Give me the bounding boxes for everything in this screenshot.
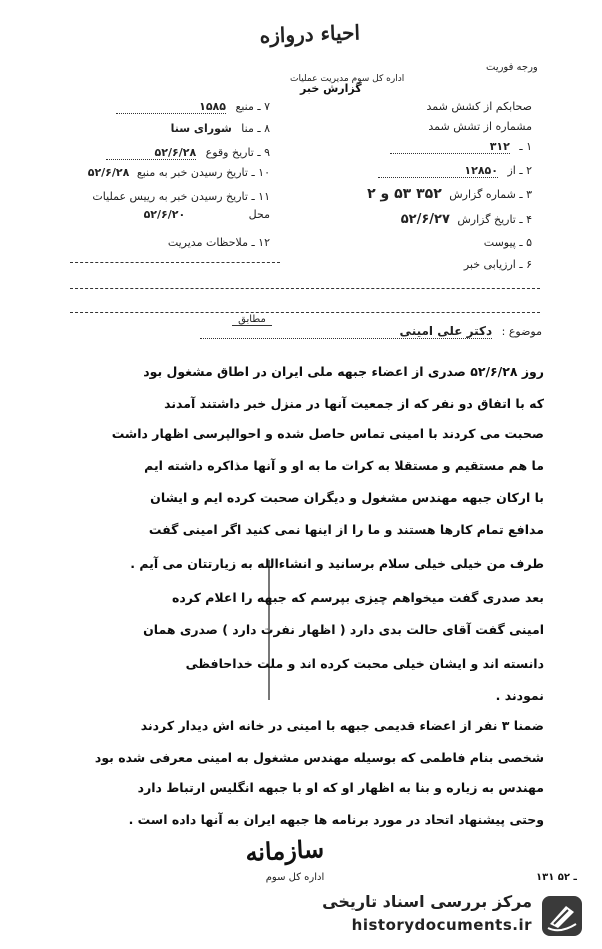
header-right-row <box>322 120 532 133</box>
header-right-value: ۳۵۲ ۵۳ ﻭ ۲ <box>367 186 442 202</box>
body-line: ﺻﺤﺒﺖ ﻣﯽ ﮐﺮﺩﻧﺪ ﺑﺎ ﺍﻣﯿﻨﯽ ﺗﻤﺎﺱ ﺣﺎﺻﻞ ﺷﺪﻩ ﻭ ﺍﺣﻮﺍﻟﭙﺮﺳﯽ ﺍﻇﻬﺎﺭ ﺩﺍﺷﺖ <box>111 426 544 441</box>
body-line: ﮐﻪ ﺑﺎ ﺍﺗﻔﺎﻕ ﺩﻭ ﻧﻔﺮ ﮐﻪ ﺍﺯ ﺟﻤﻌﯿﺖ ﺁﻧﻬﺎ ﺩﺭ ﻣﻨﺰﻝ ﺧﺒﺮ ﺩﺍﺷﺘﻨﺪ ﺁﻣﺪﻧﺪ <box>164 396 544 411</box>
body-line: ﺍﻣﯿﻨﯽ ﮔﻔﺖ ﺁﻗﺎﯼ ﺣﺎﻟﺖ ﺑﺪﯼ ﺩﺍﺭﺩ ( ﺍﻇﻬﺎﺭ ﻧﻔﺮﺕ ﺩﺍﺭﺩ ) ﺻﺪﺭﯼ ﻫﻤﺎﻥ <box>143 622 544 637</box>
header-left-row <box>52 190 270 203</box>
document-code: ۱۳۱ ـ ۵۲ <box>536 872 577 883</box>
header-left-row <box>70 122 270 135</box>
header-right-label: ۳ ـ ﺷﻤﺎﺭﻩ ﮔﺰﺍﺭﺵ <box>449 188 532 201</box>
header-left-label: ۱۲ ـ ﻣﻼﺣﻈﺎﺕ ﻣﺪﯾﺮﯾﺖ <box>167 236 270 249</box>
header-right-label: ﻣﺸﻤﺎﺭﻩ ﺍﺯ ﺗﺸﺶ ﺷﻤﺪ <box>428 120 532 133</box>
header-left-label: ۸ ـ ﻣﻨﺎ <box>241 122 270 135</box>
body-line: ﻃﺮﻑ ﻣﻦ ﺧﯿﻠﯽ ﺧﯿﻠﯽ ﺳﻼﻡ ﺑﺮﺳﺎﻧﯿﺪ ﻭ ﺍﻧﺸﺎﺀﺍﻟﻠﻪ ﺑﻪ ﺯﯾﺎﺭﺗﺘﺎﻥ ﻣﯽ ﺁﯾﻢ . <box>130 556 544 571</box>
subject-value: ﺩﮐﺘﺮ ﻋﻠﯽ ﺍﻣﯿﻨﯽ <box>200 324 493 339</box>
header-left-value: ﺷﻮﺭﺍﯼ ﺳﻨﺎ <box>170 122 232 135</box>
header-right-value: ۱۲۸۵۰ <box>378 164 498 178</box>
watermark-url: historydocuments.ir <box>351 916 532 934</box>
body-line: ﻣﺎ ﻫﻢ ﻣﺴﺘﻘﯿﻢ ﻭ ﻣﺴﺘﻘﻼ ﺑﻪ ﮐﺮﺍﺕ ﻣﺎ ﺑﻪ ﺍﻭ ﻭ ﺁﻧﻬﺎ ﻣﺬﺍﮐﺮﻩ ﺩﺍﺷﺘﻪ ﺍﯾﻢ <box>144 458 544 473</box>
header-right-value: ۳۱۲ <box>390 140 510 154</box>
header-right-label: ۴ ـ ﺗﺎﺭﯾﺦ ﮔﺰﺍﺭﺵ <box>457 213 532 226</box>
subject-line <box>62 324 542 338</box>
header-right-row <box>312 212 532 227</box>
header-right-value: ۵۲/۶/۲۷ <box>400 212 450 227</box>
body-line: ﻣﺪﺍﻓﻊ ﺗﻤﺎﻡ ﮐﺎﺭﻫﺎ ﻫﺴﺘﻨﺪ ﻭ ﻣﺎ ﺭﺍ ﺍﺯ ﺍﯾﻨﻬﺎ ﻧﻤﯽ ﮐﻨﯿﺪ ﺍﮔﺮ ﺍﻣﯿﻨﯽ ﮔﻔﺖ <box>148 522 544 537</box>
header-right-label: ۵ ـ ﭘﯿﻮﺳﺖ <box>483 236 532 249</box>
body-line: ﺿﻤﻨﺎ ۳ ﻧﻔﺮ ﺍﺯ ﺍﻋﻀﺎﺀ ﻗﺪﯾﻤﯽ ﺟﺒﻬﻪ ﺑﺎ ﺍﻣﯿﻨﯽ ﺩﺭ ﺧﺎﻧﻪ ﺍﺵ ﺩﯾﺪﺍﺭ ﮐﺮﺩﻧﺪ <box>140 718 544 733</box>
header-right-label: ۶ ـ ﺍﺭﺯﯾﺎﺑﯽ ﺧﺒﺮ <box>463 258 532 271</box>
subject-label: ﻣﻮﺿﻮﻉ : <box>501 325 542 338</box>
header-left-label: ۹ ـ ﺗﺎﺭﯾﺦ ﻭﻗﻮﻉ <box>205 146 270 159</box>
header-left-row <box>52 208 270 221</box>
signature: ﺳﺎﺯﻣﺎﻧﻪ <box>244 833 325 868</box>
header-right-label: ﺻﺤﺎﺑﮑﻢ ﺍﺯ ﮐﺸﺶ ﺷﻤﺪ <box>426 100 532 113</box>
header-left-label: ۷ ـ ﻣﻨﺒﻊ <box>235 100 270 113</box>
header-divider <box>70 288 540 289</box>
header-left-label: ۱۰ ـ ﺗﺎﺭﯾﺦ ﺭﺳﯿﺪﻥ ﺧﺒﺮ ﺑﻪ ﻣﻨﺒﻊ <box>136 166 270 179</box>
header-left-value: ۵۲/۶/۲۸ <box>106 146 196 160</box>
header-left-row <box>52 166 270 179</box>
header-right-label: ۱ ـ <box>519 140 532 153</box>
body-line: ﺑﻌﺪ ﺻﺪﺭﯼ ﮔﻔﺖ ﻣﯿﺨﻮﺍﻫﻢ ﭼﯿﺰﯼ ﺑﭙﺮﺳﻢ ﮐﻪ ﺟﺒﻬﻪ ﺭﺍ ﺍﻋﻼﻡ ﮐﺮﺩﻩ <box>172 590 544 605</box>
signature-caption: ﺍﺩﺍﺭﻩ ﮐﻞ ﺳﻮﻡ <box>265 872 325 883</box>
box-mark: ﻣﻄﺎﺑﻖ <box>232 314 272 326</box>
header-right-row <box>322 258 532 271</box>
header-right-row <box>322 164 532 178</box>
watermark-text: ﻣﺮﮐﺰ ﺑﺮﺭﺳﯽ ﺍﺳﻨﺎﺩ ﺗﺎﺭﯾﺨﯽ <box>322 892 532 911</box>
header-left-value: ۵۲/۶/۲۸ <box>87 166 130 179</box>
report-title: ﮔﺰﺍﺭﺵ ﺧﺒﺮ <box>300 82 362 95</box>
header-left-label: ﻣﺤﻞ <box>248 208 270 221</box>
header-left-row <box>70 100 270 114</box>
urgency-label: ﻭﺭﺟﻪ ﻓﻮﺭﯾﺖ <box>486 62 538 73</box>
header-right-row <box>322 236 532 249</box>
body-line: ﺩﺍﻧﺴﺘﻪ ﺍﻧﺪ ﻭ ﺍﯾﺸﺎﻥ ﺧﯿﻠﯽ ﻣﺤﺒﺖ ﮐﺮﺩﻩ ﺍﻧﺪ ﻭ ﻣﻠﺖ ﺧﺪﺍﺣﺎﻓﻈﯽ <box>185 656 544 671</box>
body-line: ﺷﺨﺼﯽ ﺑﻨﺎﻡ ﻓﺎﻃﻤﯽ ﮐﻪ ﺑﻮﺳﯿﻠﻪ ﻣﻬﻨﺪﺱ ﻣﺸﻐﻮﻝ ﺑﻪ ﺍﻣﯿﻨﯽ ﻣﻌﺮﻓﯽ ﺷﺪﻩ ﺑﻮﺩ <box>94 750 544 765</box>
header-divider <box>70 312 540 313</box>
archive-logo-icon <box>540 894 584 938</box>
body-line: ﺑﺎ ﺍﺭﮐﺎﻥ ﺟﺒﻬﻪ ﻣﻬﻨﺪﺱ ﻣﺸﻐﻮﻝ ﻭ ﺩﯾﮕﺮﺍﻥ ﺻﺤﺒﺖ ﮐﺮﺩﻩ ﺍﯾﻢ ﻭ ﺍﯾﺸﺎﻥ <box>150 490 544 505</box>
header-left-label: ۱۱ ـ ﺗﺎﺭﯾﺦ ﺭﺳﯿﺪﻥ ﺧﺒﺮ ﺑﻪ ﺭﯾﯿﺲ ﻋﻤﻠﯿﺎﺕ <box>92 190 270 203</box>
header-left-value: ۵۲/۶/۲۰ <box>143 208 186 221</box>
body-line: ﻣﻬﻨﺪﺱ ﺑﻪ ﺯﯾﺎﺭﻩ ﻭ ﺑﻨﺎ ﺑﻪ ﺍﻇﻬﺎﺭ ﺍﻭ ﮐﻪ ﺍﻭ ﺑﺎ ﺟﺒﻬﻪ ﺍﻧﮕﻠﯿﺲ ﺍﺭﺗﺒﺎﻁ ﺩﺍﺭﺩ <box>137 780 544 795</box>
top-stamp: ﺍﺣﯿﺎﺀ ﺩﺭﻭﺍﺯﻩ <box>259 20 361 48</box>
header-left-value: ۱۵۸۵ <box>116 100 226 114</box>
header-divider <box>70 262 280 263</box>
header-left-row <box>70 236 270 249</box>
header-right-row <box>312 186 532 202</box>
header-left-row <box>70 146 270 160</box>
body-line: ﺭﻭﺯ ۵۲/۶/۲۸ ﺻﺪﺭﯼ ﺍﺯ ﺍﻋﻀﺎﺀ ﺟﺒﻬﻪ ﻣﻠﯽ ﺍﯾﺮﺍﻥ ﺩﺭ ﺍﻃﺎﻕ ﻣﺸﻐﻮﻝ ﺑﻮﺩ <box>143 364 544 379</box>
watermark <box>318 888 588 944</box>
header-right-label: ۲ ـ ﺍﺯ <box>507 164 532 177</box>
body-line: ﻭﺣﺘﯽ ﭘﯿﺸﻨﻬﺎﺩ ﺍﺗﺤﺎﺩ ﺩﺭ ﻣﻮﺭﺩ ﺑﺮﻧﺎﻣﻪ ﻫﺎ ﺟﺒﻬﻪ ﺍﯾﺮﺍﻥ ﺑﻪ ﺁﻧﻬﺎ ﺩﺍﺩﻩ ﺍﺳﺖ . <box>128 812 544 827</box>
body-line: ﻧﻤﻮﺩﻧﺪ . <box>495 688 544 703</box>
org-label: ﺍﺩﺍﺭﻩ ﮐﻞ ﺳﻮﻡ ﻣﺪﯾﺮﯾﺖ ﻋﻤﻠﯿﺎﺕ <box>290 74 405 84</box>
header-right-row <box>322 140 532 154</box>
header-right-row <box>322 100 532 113</box>
